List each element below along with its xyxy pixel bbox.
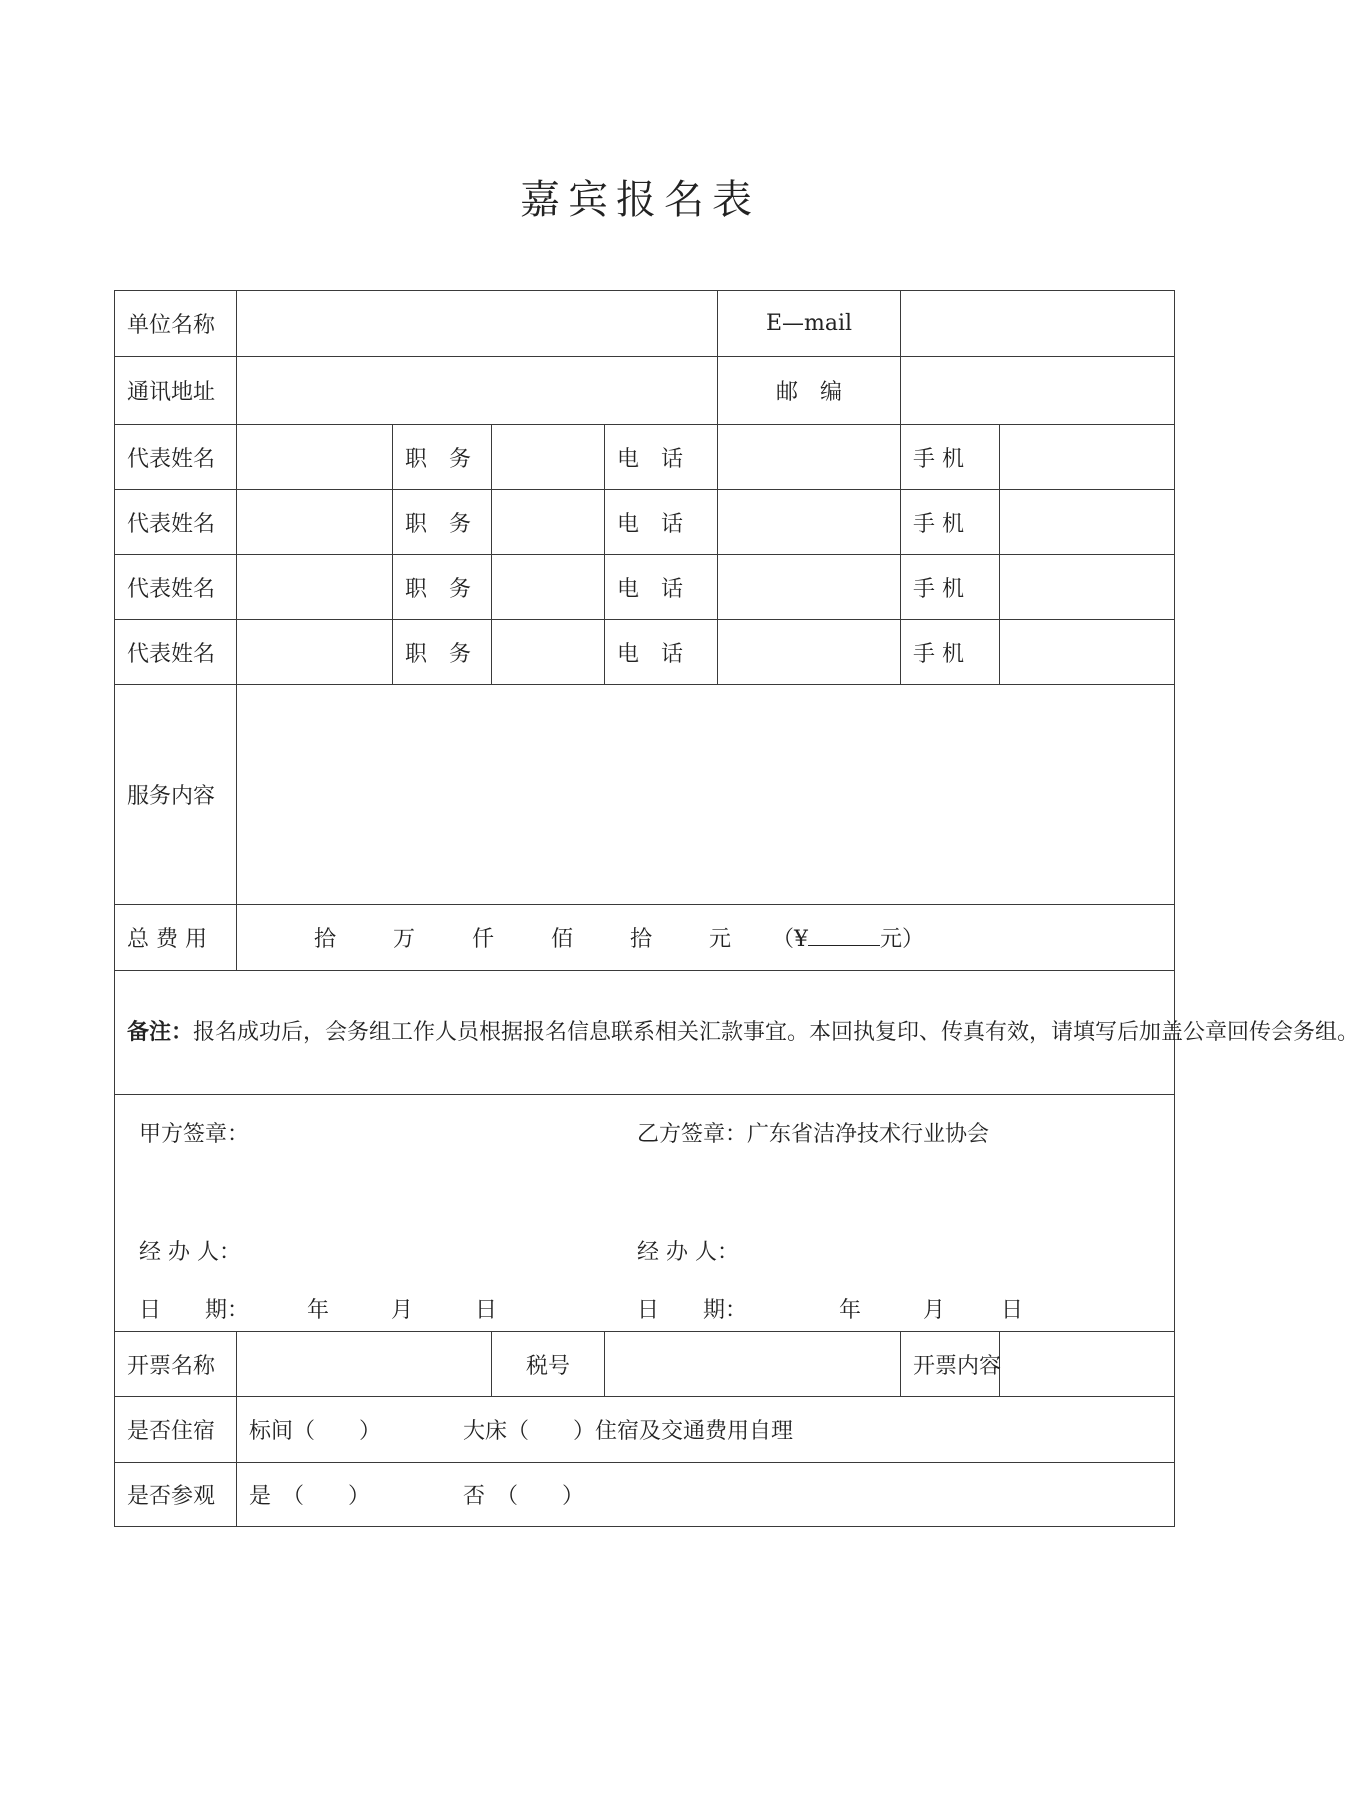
- party-b-signature: 乙方签章：广东省洁净技术行业协会: [637, 1122, 990, 1147]
- registration-form: [114, 290, 1359, 1527]
- unit-label: 单位名称: [115, 291, 237, 357]
- invoice-content-field[interactable]: [1000, 1332, 1175, 1397]
- date-a-year: 年: [307, 1298, 330, 1323]
- address-label: 通讯地址: [115, 357, 237, 425]
- lodging-options: [237, 1397, 1175, 1463]
- email-field[interactable]: [901, 291, 1175, 357]
- service-label: 服务内容: [115, 685, 237, 905]
- date-a-month: 月: [391, 1298, 414, 1323]
- fee-unit: 元: [709, 927, 732, 952]
- fee-unit: 拾: [314, 927, 337, 952]
- fee-unit: 佰: [551, 927, 574, 952]
- address-field[interactable]: [237, 357, 718, 425]
- representative-row: [115, 490, 1175, 555]
- rep-phone-field[interactable]: [718, 620, 901, 685]
- rep-name-label: 代表姓名: [115, 490, 237, 555]
- rep-name-field[interactable]: [237, 620, 393, 685]
- rep-mobile-label: 手 机: [901, 555, 1000, 620]
- fee-label: 总 费 用: [115, 905, 237, 971]
- rep-mobile-label: 手 机: [901, 425, 1000, 490]
- date-b-label: 日 期：: [637, 1298, 748, 1323]
- rep-name-field[interactable]: [237, 490, 393, 555]
- rep-position-label: 职 务: [393, 555, 492, 620]
- rep-name-label: 代表姓名: [115, 425, 237, 490]
- representative-row: [115, 555, 1175, 620]
- date-b-year: 年: [839, 1298, 862, 1323]
- tax-label: 税号: [492, 1332, 605, 1397]
- tour-options: [237, 1463, 1175, 1527]
- date-b-day: 日: [1001, 1298, 1024, 1323]
- note-cell: [115, 971, 1359, 1095]
- fee-amount-field[interactable]: [237, 905, 1175, 971]
- tour-yes-option[interactable]: 是 （ ）: [249, 1484, 371, 1509]
- representative-row: [115, 620, 1175, 685]
- date-a-day: 日: [475, 1298, 498, 1323]
- rep-position-field[interactable]: [492, 490, 605, 555]
- tour-no-option[interactable]: 否 （ ）: [463, 1484, 585, 1509]
- postcode-label: 邮 编: [718, 357, 901, 425]
- date-a-label: 日 期：: [139, 1298, 250, 1323]
- email-label: E—mail: [718, 291, 901, 357]
- fee-unit: 拾: [630, 927, 653, 952]
- invoice-content-label: 开票内容: [901, 1332, 1000, 1397]
- page-title: 嘉宾报名表: [520, 177, 760, 223]
- date-b-month: 月: [923, 1298, 946, 1323]
- fee-unit: 仟: [472, 927, 495, 952]
- signature-cell: [115, 1095, 1175, 1332]
- tax-field[interactable]: [605, 1332, 901, 1397]
- rep-name-field[interactable]: [237, 425, 393, 490]
- fee-unit: 万: [393, 927, 416, 952]
- rep-position-label: 职 务: [393, 425, 492, 490]
- handler-b: 经 办 人：: [637, 1240, 739, 1265]
- tour-label: 是否参观: [115, 1463, 237, 1527]
- rep-name-label: 代表姓名: [115, 555, 237, 620]
- rep-name-field[interactable]: [237, 555, 393, 620]
- fee-yen-close: 元）: [880, 927, 925, 952]
- rep-mobile-label: 手 机: [901, 490, 1000, 555]
- party-a-signature: 甲方签章：: [139, 1122, 250, 1147]
- rep-mobile-field[interactable]: [1000, 555, 1175, 620]
- service-field[interactable]: [237, 685, 1175, 905]
- rep-name-label: 代表姓名: [115, 620, 237, 685]
- postcode-field[interactable]: [901, 357, 1175, 425]
- rep-mobile-field[interactable]: [1000, 490, 1175, 555]
- rep-phone-label: 电 话: [605, 620, 718, 685]
- rep-position-field[interactable]: [492, 555, 605, 620]
- lodging-label: 是否住宿: [115, 1397, 237, 1463]
- rep-mobile-label: 手 机: [901, 620, 1000, 685]
- rep-phone-field[interactable]: [718, 425, 901, 490]
- note-label: 备注：: [127, 1019, 194, 1045]
- handler-a: 经 办 人：: [139, 1240, 241, 1265]
- registration-table: [114, 290, 1359, 1527]
- fee-yen-open: （¥: [772, 927, 808, 952]
- rep-phone-label: 电 话: [605, 425, 718, 490]
- rep-mobile-field[interactable]: [1000, 425, 1175, 490]
- rep-position-field[interactable]: [492, 620, 605, 685]
- invoice-name-label: 开票名称: [115, 1332, 237, 1397]
- lodging-bigbed-option[interactable]: 大床（ ）住宿及交通费用自理: [463, 1419, 794, 1444]
- invoice-name-field[interactable]: [237, 1332, 492, 1397]
- lodging-standard-option[interactable]: 标间（ ）: [249, 1419, 382, 1444]
- unit-field[interactable]: [237, 291, 718, 357]
- representative-row: [115, 425, 1175, 490]
- rep-phone-label: 电 话: [605, 490, 718, 555]
- rep-phone-field[interactable]: [718, 555, 901, 620]
- note-text: 报名成功后，会务组工作人员根据报名信息联系相关汇款事宜。本回执复印、传真有效，请填写后加盖公章回传会务组。: [193, 1020, 1359, 1045]
- rep-phone-label: 电 话: [605, 555, 718, 620]
- rep-position-label: 职 务: [393, 620, 492, 685]
- rep-position-field[interactable]: [492, 425, 605, 490]
- rep-position-label: 职 务: [393, 490, 492, 555]
- rep-phone-field[interactable]: [718, 490, 901, 555]
- fee-yen-blank[interactable]: [808, 927, 880, 946]
- rep-mobile-field[interactable]: [1000, 620, 1175, 685]
